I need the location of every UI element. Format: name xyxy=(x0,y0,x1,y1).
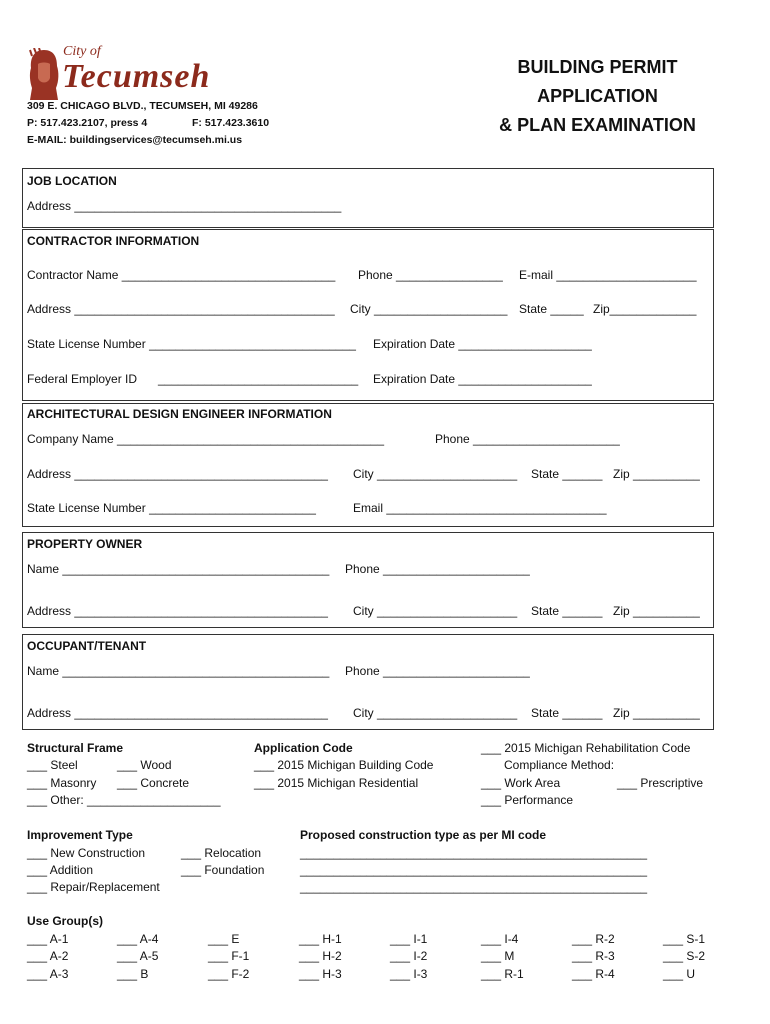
performance-option[interactable]: ___ Performance xyxy=(481,793,574,807)
owner-address-field[interactable]: Address ______________________________________ xyxy=(27,604,328,618)
owner-heading: PROPERTY OWNER xyxy=(27,537,143,551)
owner-name-field[interactable]: Name ________________________________________ xyxy=(27,562,330,576)
tenant-name-field[interactable]: Name ________________________________________ xyxy=(27,664,330,678)
contractor-city-field[interactable]: City ____________________ xyxy=(350,302,508,316)
use-group-option[interactable]: ___ I-1 xyxy=(390,932,428,946)
city-fax: F: 517.423.3610 xyxy=(192,117,270,129)
tenant-phone-field[interactable]: Phone ______________________ xyxy=(345,664,530,678)
architect-state-field[interactable]: State ______ xyxy=(531,467,603,481)
use-group-option[interactable]: ___ A-5 xyxy=(117,949,159,963)
improvement-addition-option[interactable]: ___ Addition xyxy=(27,863,94,877)
app-code-building-option[interactable]: ___ 2015 Michigan Building Code xyxy=(254,758,434,772)
architect-license-field[interactable]: State License Number _________________________ xyxy=(27,501,316,515)
tenant-zip-field[interactable]: Zip __________ xyxy=(613,706,700,720)
use-group-option[interactable]: ___ S-1 xyxy=(663,932,706,946)
use-group-option[interactable]: ___ H-3 xyxy=(299,967,342,981)
improvement-relocation-option[interactable]: ___ Relocation xyxy=(181,846,262,860)
job-address-field[interactable]: Address ________________________________________ xyxy=(27,199,342,213)
use-group-option[interactable]: ___ I-2 xyxy=(390,949,428,963)
construction-type-line-3[interactable]: ____________________________________________________ xyxy=(300,880,648,894)
title-line-3: & PLAN EXAMINATION xyxy=(499,115,696,135)
use-group-option[interactable]: ___ R-4 xyxy=(572,967,615,981)
architect-zip-field[interactable]: Zip __________ xyxy=(613,467,700,481)
app-code-heading: Application Code xyxy=(254,741,353,755)
logo-name-text: Tecumseh xyxy=(62,58,211,95)
use-group-option[interactable]: ___ B xyxy=(117,967,149,981)
architect-heading: ARCHITECTURAL DESIGN ENGINEER INFORMATION xyxy=(27,407,332,421)
logo-city-text: City of xyxy=(63,44,101,59)
improvement-foundation-option[interactable]: ___ Foundation xyxy=(181,863,265,877)
contractor-email-field[interactable]: E-mail _____________________ xyxy=(519,268,697,282)
compliance-method-label: Compliance Method: xyxy=(504,758,615,772)
owner-phone-field[interactable]: Phone ______________________ xyxy=(345,562,530,576)
structural-heading: Structural Frame xyxy=(27,741,124,755)
use-group-option[interactable]: ___ A-1 xyxy=(27,932,69,946)
contractor-heading: CONTRACTOR INFORMATION xyxy=(27,234,200,248)
architect-phone-field[interactable]: Phone ______________________ xyxy=(435,432,620,446)
tenant-address-field[interactable]: Address ______________________________________ xyxy=(27,706,328,720)
contractor-address-field[interactable]: Address _______________________________________ xyxy=(27,302,335,316)
structural-steel-option[interactable]: ___ Steel xyxy=(27,758,78,772)
tenant-heading: OCCUPANT/TENANT xyxy=(27,639,147,653)
structural-masonry-option[interactable]: ___ Masonry xyxy=(27,776,97,790)
structural-concrete-option[interactable]: ___ Concrete xyxy=(117,776,190,790)
job-location-heading: JOB LOCATION xyxy=(27,174,117,188)
contractor-phone-field[interactable]: Phone ________________ xyxy=(358,268,503,282)
app-code-residential-option[interactable]: ___ 2015 Michigan Residential xyxy=(254,776,419,790)
construction-type-line-2[interactable]: ____________________________________________________ xyxy=(300,863,648,877)
city-phone: P: 517.423.2107, press 4 xyxy=(27,117,148,129)
construction-type-heading: Proposed construction type as per MI code xyxy=(300,828,547,842)
fein-label: Federal Employer ID xyxy=(27,372,138,386)
fein-exp-field[interactable]: Expiration Date ____________________ xyxy=(373,372,592,386)
title-line-1: BUILDING PERMIT xyxy=(517,57,678,77)
structural-wood-option[interactable]: ___ Wood xyxy=(117,758,172,772)
job-location-section xyxy=(22,168,714,228)
use-group-option[interactable]: ___ H-1 xyxy=(299,932,342,946)
use-group-option[interactable]: ___ A-4 xyxy=(117,932,159,946)
prescriptive-option[interactable]: ___ Prescriptive xyxy=(617,776,704,790)
owner-zip-field[interactable]: Zip __________ xyxy=(613,604,700,618)
city-address: 309 E. CHICAGO BLVD., TECUMSEH, MI 49286 xyxy=(27,100,258,112)
structural-other-option[interactable]: ___ Other: ____________________ xyxy=(27,793,221,807)
use-group-option[interactable]: ___ R-1 xyxy=(481,967,524,981)
architect-city-field[interactable]: City _____________________ xyxy=(353,467,518,481)
contractor-license-exp-field[interactable]: Expiration Date ____________________ xyxy=(373,337,592,351)
use-group-option[interactable]: ___ U xyxy=(663,967,696,981)
page-title xyxy=(470,53,725,140)
tenant-state-field[interactable]: State ______ xyxy=(531,706,603,720)
title-line-2: APPLICATION xyxy=(537,86,658,106)
rehab-code-option[interactable]: ___ 2015 Michigan Rehabilitation Code xyxy=(481,741,691,755)
use-group-option[interactable]: ___ I-3 xyxy=(390,967,428,981)
contractor-zip-field[interactable]: Zip_____________ xyxy=(593,302,697,316)
owner-state-field[interactable]: State ______ xyxy=(531,604,603,618)
use-group-option[interactable]: ___ F-1 xyxy=(208,949,250,963)
use-group-option[interactable]: ___ F-2 xyxy=(208,967,250,981)
chief-portrait-icon xyxy=(26,48,62,102)
contractor-state-field[interactable]: State _____ xyxy=(519,302,584,316)
use-group-option[interactable]: ___ S-2 xyxy=(663,949,706,963)
architect-email-field[interactable]: Email _________________________________ xyxy=(353,501,607,515)
improvement-new-option[interactable]: ___ New Construction xyxy=(27,846,146,860)
use-group-option[interactable]: ___ R-3 xyxy=(572,949,615,963)
work-area-option[interactable]: ___ Work Area xyxy=(481,776,561,790)
improvement-repair-option[interactable]: ___ Repair/Replacement xyxy=(27,880,160,894)
use-group-option[interactable]: ___ A-2 xyxy=(27,949,69,963)
city-email: E-MAIL: buildingservices@tecumseh.mi.us xyxy=(27,134,243,146)
improvement-heading: Improvement Type xyxy=(27,828,133,842)
construction-type-line-1[interactable]: ____________________________________________________ xyxy=(300,846,648,860)
use-groups-heading: Use Group(s) xyxy=(27,914,104,928)
architect-address-field[interactable]: Address ______________________________________ xyxy=(27,467,328,481)
fein-field[interactable]: ______________________________ xyxy=(158,372,359,386)
use-group-option[interactable]: ___ A-3 xyxy=(27,967,69,981)
use-group-option[interactable]: ___ E xyxy=(208,932,240,946)
tenant-city-field[interactable]: City _____________________ xyxy=(353,706,518,720)
architect-company-field[interactable]: Company Name ________________________________________ xyxy=(27,432,384,446)
contractor-name-field[interactable]: Contractor Name ________________________________ xyxy=(27,268,336,282)
use-group-option[interactable]: ___ H-2 xyxy=(299,949,342,963)
contractor-license-field[interactable]: State License Number _______________________________ xyxy=(27,337,356,351)
use-group-option[interactable]: ___ R-2 xyxy=(572,932,615,946)
owner-city-field[interactable]: City _____________________ xyxy=(353,604,518,618)
use-group-option[interactable]: ___ M xyxy=(481,949,515,963)
use-group-option[interactable]: ___ I-4 xyxy=(481,932,519,946)
